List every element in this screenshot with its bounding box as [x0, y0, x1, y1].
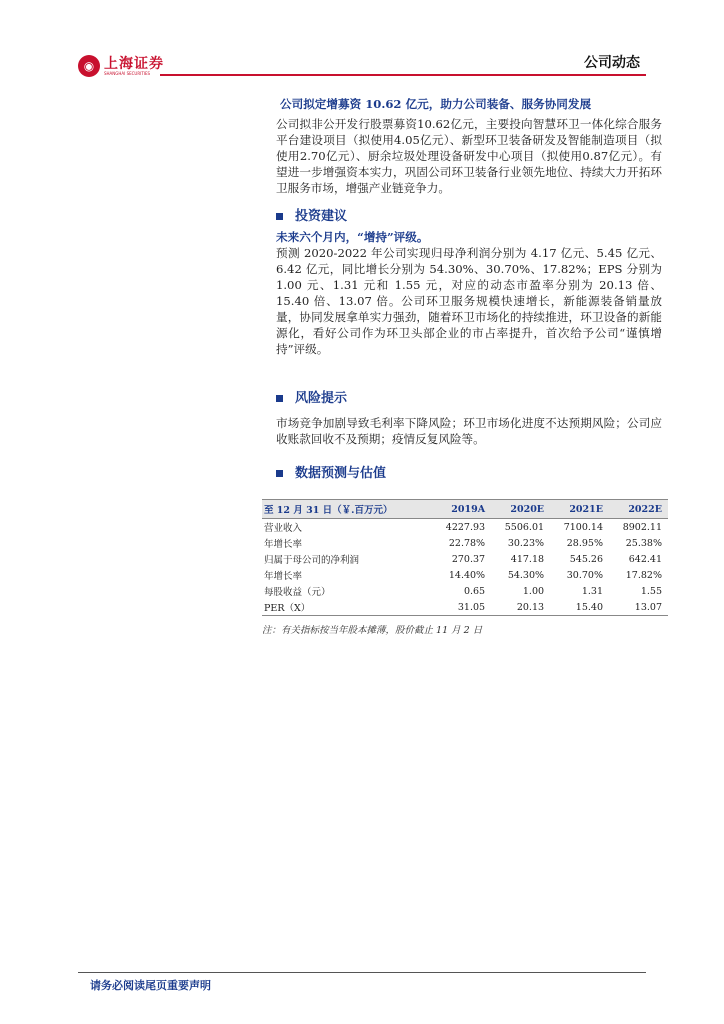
fundraising-title: 公司拟定增募资 10.62 亿元，助力公司装备、服务协同发展 [280, 97, 592, 111]
table-cell: 8902.11 [622, 521, 662, 533]
risk-section [276, 391, 662, 447]
column-header: 2022E [609, 500, 668, 519]
table-cell: 28.95% [566, 537, 603, 549]
table-cell: 13.07 [609, 599, 668, 616]
row-label: 每股收益（元） [264, 587, 331, 598]
forecast-table-wrap [262, 499, 668, 616]
investment-body: 预测 2020-2022 年公司实现归母净利润分别为 4.17 亿元、5.45 亿元、6.42 亿元，同比增长分别为 54.30%、30.70%、17.82%；EPS 分别为 1.00 元、1.31 元和 1.55 元，对应的动态市盈率分别为 20.13 倍、15.40 倍、13.07 倍。公司环卫服务规模快速增长，新能源装备销量放量，协同发展拿单实力强劲，随着环卫市场化的持续推进，环卫设备的新能源化，看好公司作为环卫头部企业的市占率提升，首次给予公司“谨慎增持”评级。 [276, 246, 662, 356]
forecast-heading: 数据预测与估值 [276, 466, 662, 482]
table-cell: 30.70% [566, 569, 603, 581]
table-cell: 642.41 [628, 553, 662, 565]
footer-divider [78, 972, 646, 973]
table-cell: 31.05 [432, 599, 491, 616]
table-cell: 417.18 [510, 553, 545, 565]
row-label: 营业收入 [264, 523, 303, 534]
table-cell: 545.26 [569, 553, 603, 565]
table-row [262, 599, 668, 616]
column-header: 2020E [491, 500, 550, 519]
company-logo [78, 55, 164, 77]
table-cell: 14.40% [448, 569, 486, 581]
logo-english: SHANGHAI SECURITIES [104, 70, 151, 76]
bullet-square-icon [276, 213, 283, 220]
table-cell: 54.30% [507, 569, 545, 581]
table-row [262, 535, 668, 551]
row-label: 归属于母公司的净利润 [264, 555, 360, 566]
logo-seal-icon: ◉ [78, 55, 100, 77]
table-cell: 4227.93 [445, 521, 486, 533]
column-header: 2019A [432, 500, 491, 519]
risk-heading: 风险提示 [276, 391, 662, 407]
logo-name: 上海证券 [104, 55, 164, 72]
investment-section [276, 209, 662, 357]
table-cell: 1.00 [522, 585, 545, 597]
fundraising-section [276, 96, 662, 196]
forecast-section [276, 466, 662, 482]
table-cell: 7100.14 [563, 521, 603, 533]
table-cell: 1.55 [640, 585, 662, 597]
header-divider [160, 74, 646, 76]
table-row [262, 519, 668, 536]
table-cell: 30.23% [507, 537, 545, 549]
row-label: PER（X） [262, 599, 432, 616]
table-cell: 20.13 [491, 599, 550, 616]
disclaimer-notice: 请务必阅读尾页重要声明 [90, 979, 211, 992]
table-cell: 1.31 [581, 585, 603, 597]
table-cell: 15.40 [550, 599, 609, 616]
table-cell: 0.65 [463, 585, 486, 597]
rating-line: 未来六个月内，“增持”评级。 [276, 230, 429, 244]
table-cell: 22.78% [448, 537, 486, 549]
report-type-title: 公司动态 [584, 55, 640, 71]
table-cell: 5506.01 [504, 521, 545, 533]
row-label: 年增长率 [264, 571, 303, 582]
table-note: 注：有关指标按当年股本摊薄，股价截止 11 月 2 日 [262, 625, 483, 636]
table-cell: 270.37 [451, 553, 486, 565]
table-row [262, 567, 668, 583]
table-cell: 17.82% [625, 569, 662, 581]
bullet-square-icon [276, 395, 283, 402]
column-header: 至 12 月 31 日（￥.百万元） [262, 500, 432, 519]
table-cell: 25.38% [625, 537, 662, 549]
investment-heading: 投资建议 [276, 209, 662, 225]
fundraising-body: 公司拟非公开发行股票募资10.62亿元，主要投向智慧环卫一体化综合服务平台建设项目（拟使用4.05亿元）、新型环卫装备研发及智能制造项目（拟使用2.70亿元）、厨余垃圾处理设备研发中心项目（拟使用0.87亿元）。有望进一步增强资本实力，巩固公司环卫装备行业领先地位、持续大力开拓环卫服务市场，增强产业链竞争力。 [276, 117, 662, 195]
table-row [262, 583, 668, 599]
risk-body: 市场竞争加剧导致毛利率下降风险；环卫市场化进度不达预期风险；公司应收账款回收不及预期；疫情反复风险等。 [276, 416, 662, 446]
table-row [262, 551, 668, 567]
column-header: 2021E [550, 500, 609, 519]
bullet-square-icon [276, 470, 283, 477]
table-header-row [262, 500, 668, 519]
row-label: 年增长率 [264, 539, 303, 550]
forecast-table [262, 499, 668, 616]
